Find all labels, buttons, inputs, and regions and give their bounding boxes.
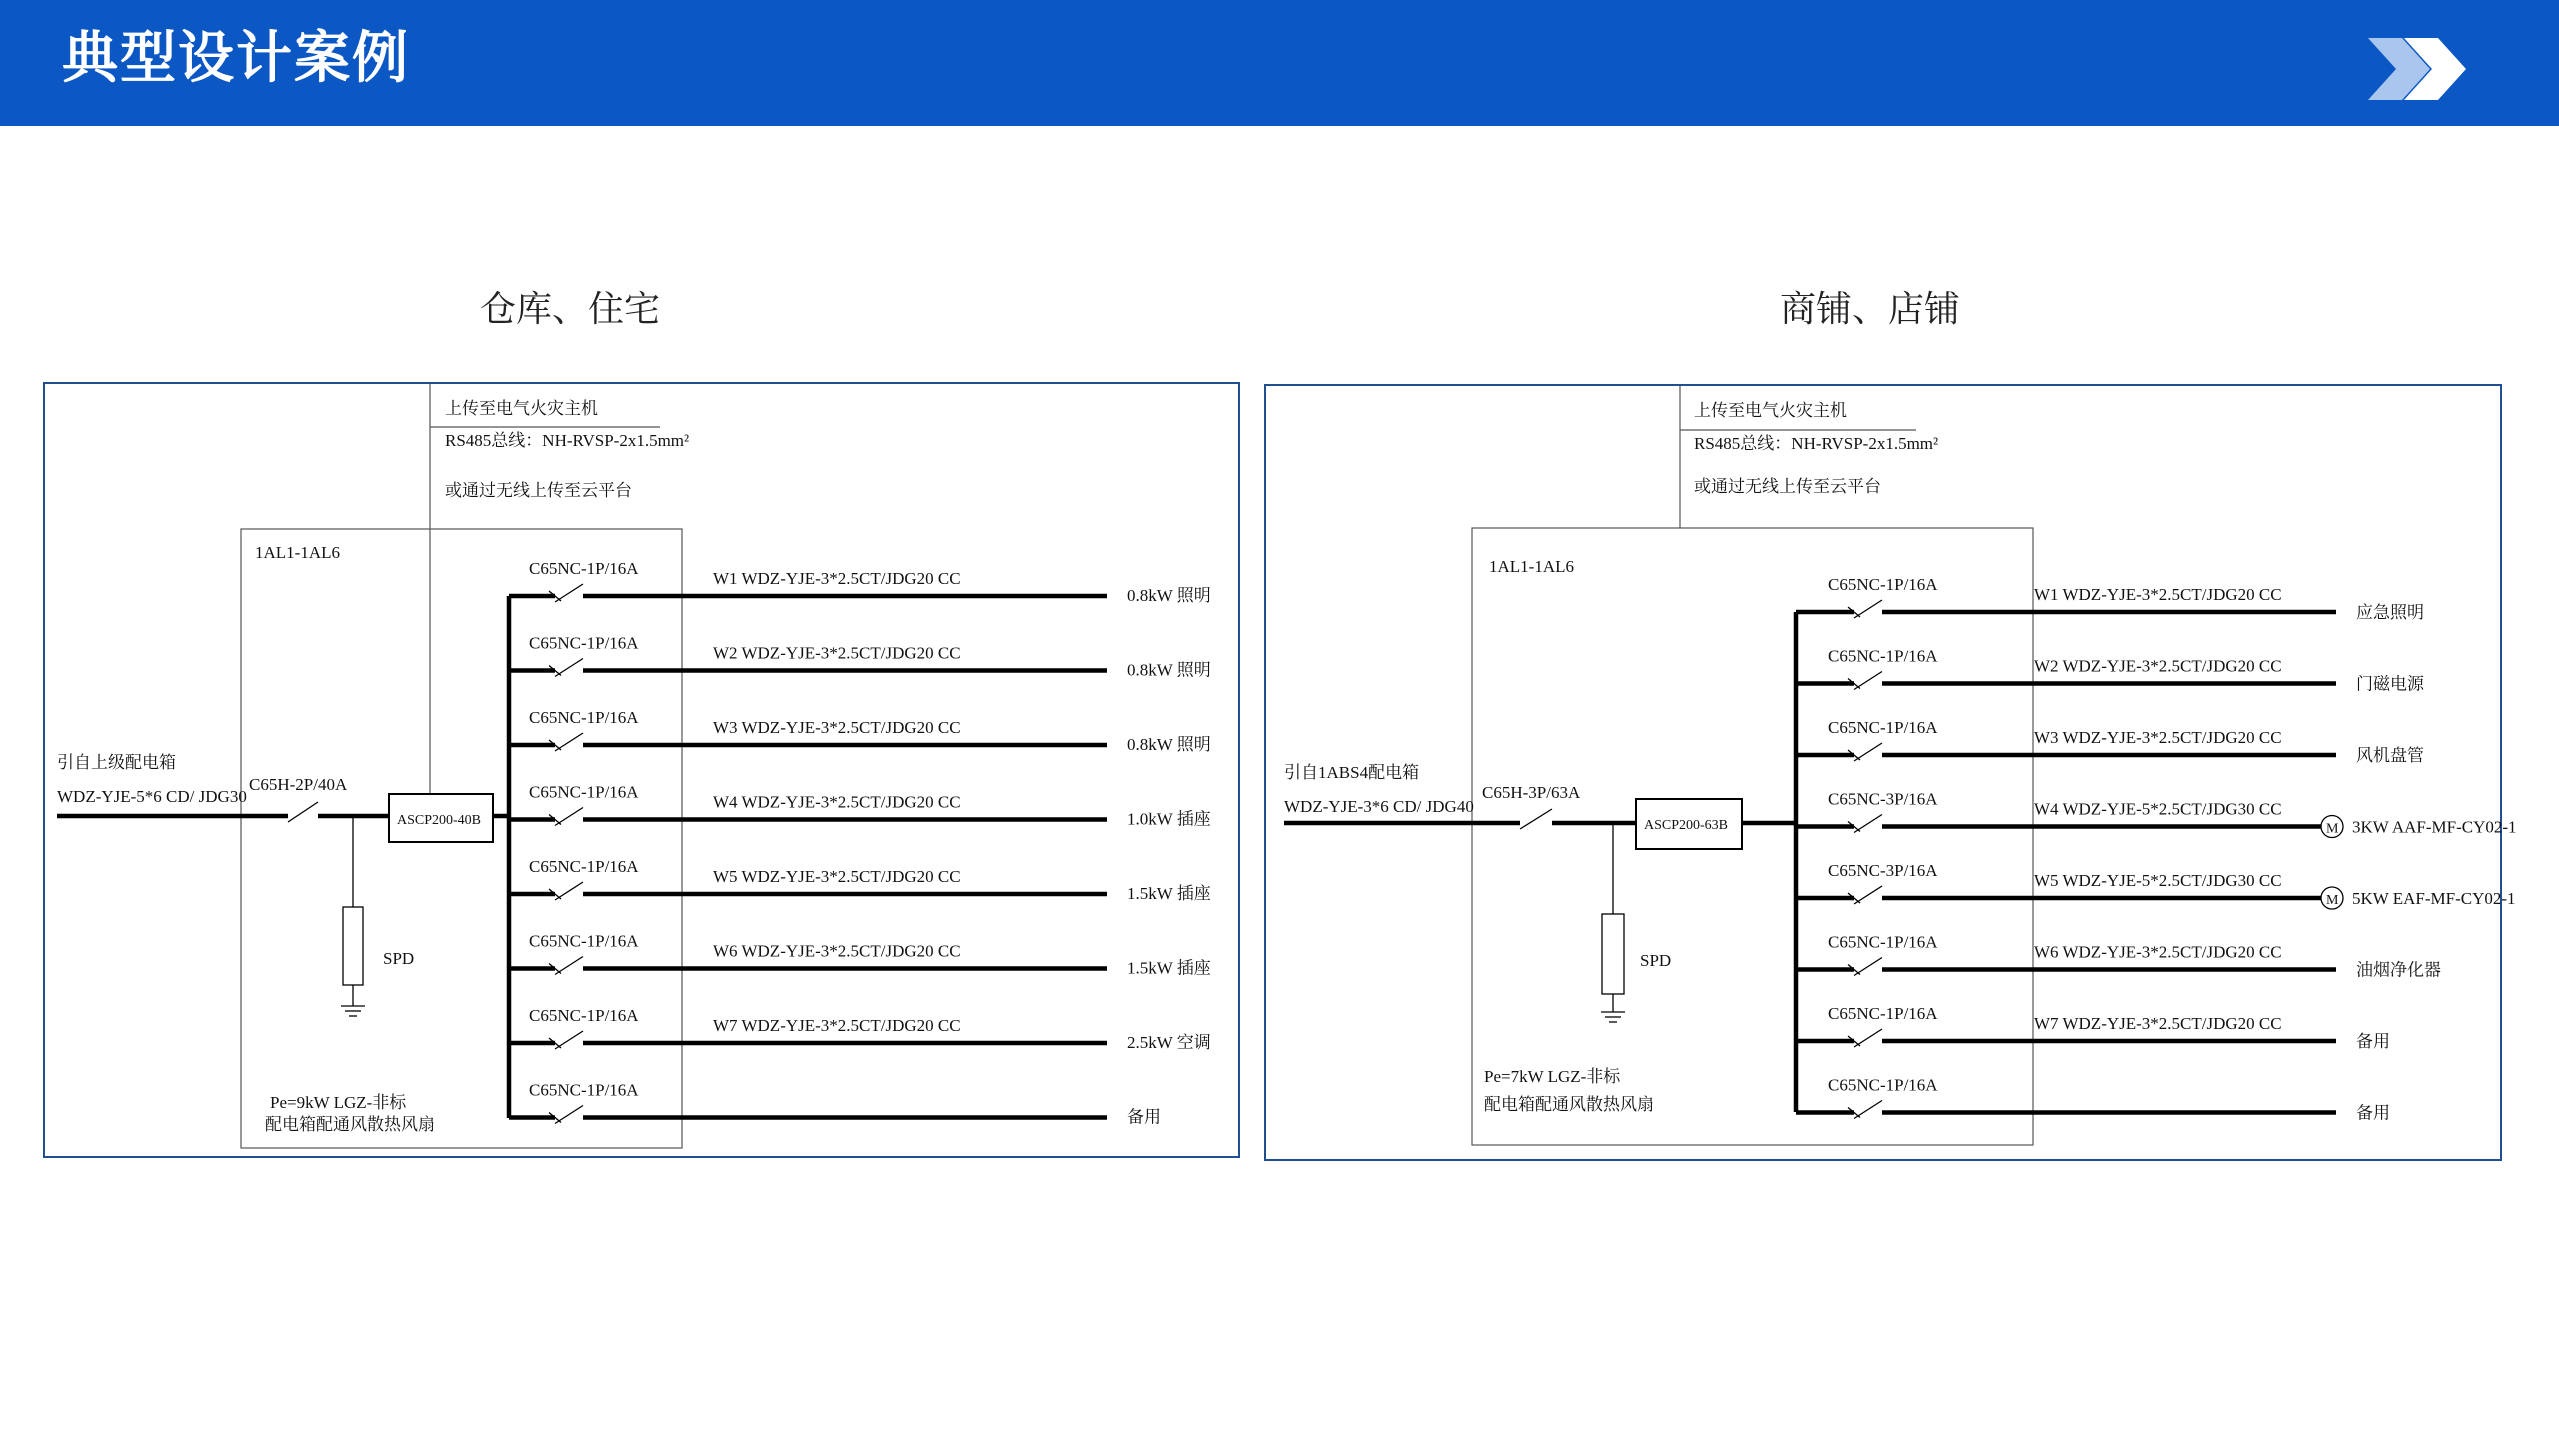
branch-circuit xyxy=(1796,1076,2390,1123)
load-label: 0.8kW 照明 xyxy=(1127,735,1211,754)
branch-circuit xyxy=(509,1081,1161,1127)
load-label: 0.8kW 照明 xyxy=(1127,586,1211,605)
motor-symbol-label: M xyxy=(2326,821,2339,837)
breaker-label: C65NC-3P/16A xyxy=(1828,789,1938,809)
caption-shop-store: 商铺、店铺 xyxy=(1780,289,1961,330)
load-label: 备用 xyxy=(1127,1107,1161,1127)
branch-circuit xyxy=(1796,575,2424,622)
load-label: 3KW AAF-MF-CY02-1 xyxy=(2352,817,2517,837)
monitor-module-label: ASCP200-40B xyxy=(397,813,482,828)
main-breaker-switch xyxy=(1520,809,1552,829)
power-note: Pe=9kW LGZ-非标 xyxy=(270,1093,407,1112)
power-note: Pe=7kW LGZ-非标 xyxy=(1484,1067,1621,1086)
branch-circuit xyxy=(509,634,1211,680)
load-label: 5KW EAF-MF-CY02-1 xyxy=(2352,889,2516,908)
incoming-cable-label: WDZ-YJE-3*6 CD/ JDG40 xyxy=(1284,797,1474,816)
load-label: 2.5kW 空调 xyxy=(1127,1033,1211,1052)
upload-title: 上传至电气火灾主机 xyxy=(445,399,598,418)
cable-label: W4 WDZ-YJE-5*2.5CT/JDG30 CC xyxy=(2034,799,2282,819)
wireless-upload-label: 或通过无线上传至云平台 xyxy=(445,481,632,500)
box-label: 1AL1-1AL6 xyxy=(1489,557,1574,576)
breaker-label: C65NC-1P/16A xyxy=(1828,1004,1938,1023)
breaker-label: C65NC-1P/16A xyxy=(529,559,639,578)
breaker-label: C65NC-1P/16A xyxy=(1828,718,1938,737)
diagram-panel-left xyxy=(43,382,1240,1158)
breaker-label: C65NC-1P/16A xyxy=(529,1080,639,1100)
upload-title: 上传至电气火灾主机 xyxy=(1694,401,1847,420)
branch-circuit xyxy=(509,1006,1211,1052)
cable-label: W1 WDZ-YJE-3*2.5CT/JDG20 CC xyxy=(2034,585,2282,604)
breaker-label: C65NC-1P/16A xyxy=(529,857,639,876)
cable-label: W6 WDZ-YJE-3*2.5CT/JDG20 CC xyxy=(713,941,961,961)
incoming-source-label: 引自1ABS4配电箱 xyxy=(1284,763,1420,782)
header-bar xyxy=(0,0,2559,126)
wiring-diagram-left xyxy=(45,384,1238,1156)
breaker-label: C65NC-1P/16A xyxy=(1828,575,1938,594)
spd-symbol xyxy=(1602,914,1624,994)
branch-circuit xyxy=(1796,1004,2390,1051)
cable-label: W2 WDZ-YJE-3*2.5CT/JDG20 CC xyxy=(713,643,961,663)
cable-label: W7 WDZ-YJE-3*2.5CT/JDG20 CC xyxy=(2034,1014,2282,1033)
distribution-box-outline xyxy=(1472,528,2033,1145)
incoming-cable-label: WDZ-YJE-5*6 CD/ JDG30 xyxy=(57,787,247,806)
cable-label: W3 WDZ-YJE-3*2.5CT/JDG20 CC xyxy=(713,718,961,737)
page-title: 典型设计案例 xyxy=(62,26,410,91)
branch-circuit xyxy=(509,559,1211,605)
spd-label: SPD xyxy=(383,949,415,968)
caption-warehouse-residence: 仓库、住宅 xyxy=(480,289,661,330)
load-label: 门磁电源 xyxy=(2356,674,2424,694)
branch-circuit xyxy=(1796,933,2441,980)
incoming-source-label: 引自上级配电箱 xyxy=(57,753,176,772)
cable-label: W6 WDZ-YJE-3*2.5CT/JDG20 CC xyxy=(2034,942,2282,962)
cable-label: W3 WDZ-YJE-3*2.5CT/JDG20 CC xyxy=(2034,728,2282,747)
breaker-label: C65NC-1P/16A xyxy=(1828,646,1938,666)
cable-label: W5 WDZ-YJE-3*2.5CT/JDG20 CC xyxy=(713,867,961,886)
breaker-label: C65NC-1P/16A xyxy=(529,782,639,802)
load-label: 1.5kW 插座 xyxy=(1127,958,1211,978)
load-label: 风机盘管 xyxy=(2356,746,2424,765)
branch-circuit xyxy=(509,932,1211,978)
fan-note: 配电箱配通风散热风扇 xyxy=(265,1115,435,1134)
load-label: 1.0kW 插座 xyxy=(1127,809,1211,829)
branch-circuit xyxy=(1796,718,2424,765)
load-label: 备用 xyxy=(2356,1103,2390,1123)
wiring-diagram-right xyxy=(1266,386,2517,1159)
breaker-label: C65NC-1P/16A xyxy=(529,633,639,653)
spd-symbol xyxy=(343,907,363,985)
branch-circuit xyxy=(509,708,1211,754)
cable-label: W1 WDZ-YJE-3*2.5CT/JDG20 CC xyxy=(713,569,961,588)
load-label: 1.5kW 插座 xyxy=(1127,884,1211,903)
main-breaker-label: C65H-3P/63A xyxy=(1482,783,1581,802)
rs485-bus-label: RS485总线：NH-RVSP-2x1.5mm² xyxy=(1694,434,1939,453)
breaker-label: C65NC-1P/16A xyxy=(529,708,639,727)
cable-label: W5 WDZ-YJE-5*2.5CT/JDG30 CC xyxy=(2034,871,2282,890)
fan-note: 配电箱配通风散热风扇 xyxy=(1484,1095,1654,1114)
breaker-label: C65NC-1P/16A xyxy=(1828,932,1938,952)
load-label: 备用 xyxy=(2356,1032,2390,1051)
double-chevron-right-icon xyxy=(2364,34,2484,104)
breaker-label: C65NC-1P/16A xyxy=(529,931,639,951)
load-label: 0.8kW 照明 xyxy=(1127,660,1211,680)
spd-label: SPD xyxy=(1640,951,1672,970)
wireless-upload-label: 或通过无线上传至云平台 xyxy=(1694,477,1881,496)
breaker-label: C65NC-3P/16A xyxy=(1828,861,1938,880)
rs485-bus-label: RS485总线：NH-RVSP-2x1.5mm² xyxy=(445,431,690,450)
breaker-label: C65NC-1P/16A xyxy=(1828,1075,1938,1095)
breaker-label: C65NC-1P/16A xyxy=(529,1006,639,1025)
branch-circuit xyxy=(1796,790,2517,838)
cable-label: W2 WDZ-YJE-3*2.5CT/JDG20 CC xyxy=(2034,656,2282,676)
motor-symbol-label: M xyxy=(2326,893,2339,908)
box-label: 1AL1-1AL6 xyxy=(255,543,340,562)
branch-circuit xyxy=(1796,647,2425,694)
main-breaker-label: C65H-2P/40A xyxy=(249,775,348,794)
cable-label: W4 WDZ-YJE-3*2.5CT/JDG20 CC xyxy=(713,792,961,812)
load-label: 应急照明 xyxy=(2356,603,2424,622)
diagram-panel-right xyxy=(1264,384,2517,1161)
main-breaker-switch xyxy=(288,802,318,822)
monitor-module-label: ASCP200-63B xyxy=(1644,818,1729,833)
load-label: 油烟净化器 xyxy=(2356,960,2441,980)
branch-circuit xyxy=(1796,861,2516,909)
cable-label: W7 WDZ-YJE-3*2.5CT/JDG20 CC xyxy=(713,1016,961,1035)
branch-circuit xyxy=(509,783,1211,829)
branch-circuit xyxy=(509,857,1211,903)
